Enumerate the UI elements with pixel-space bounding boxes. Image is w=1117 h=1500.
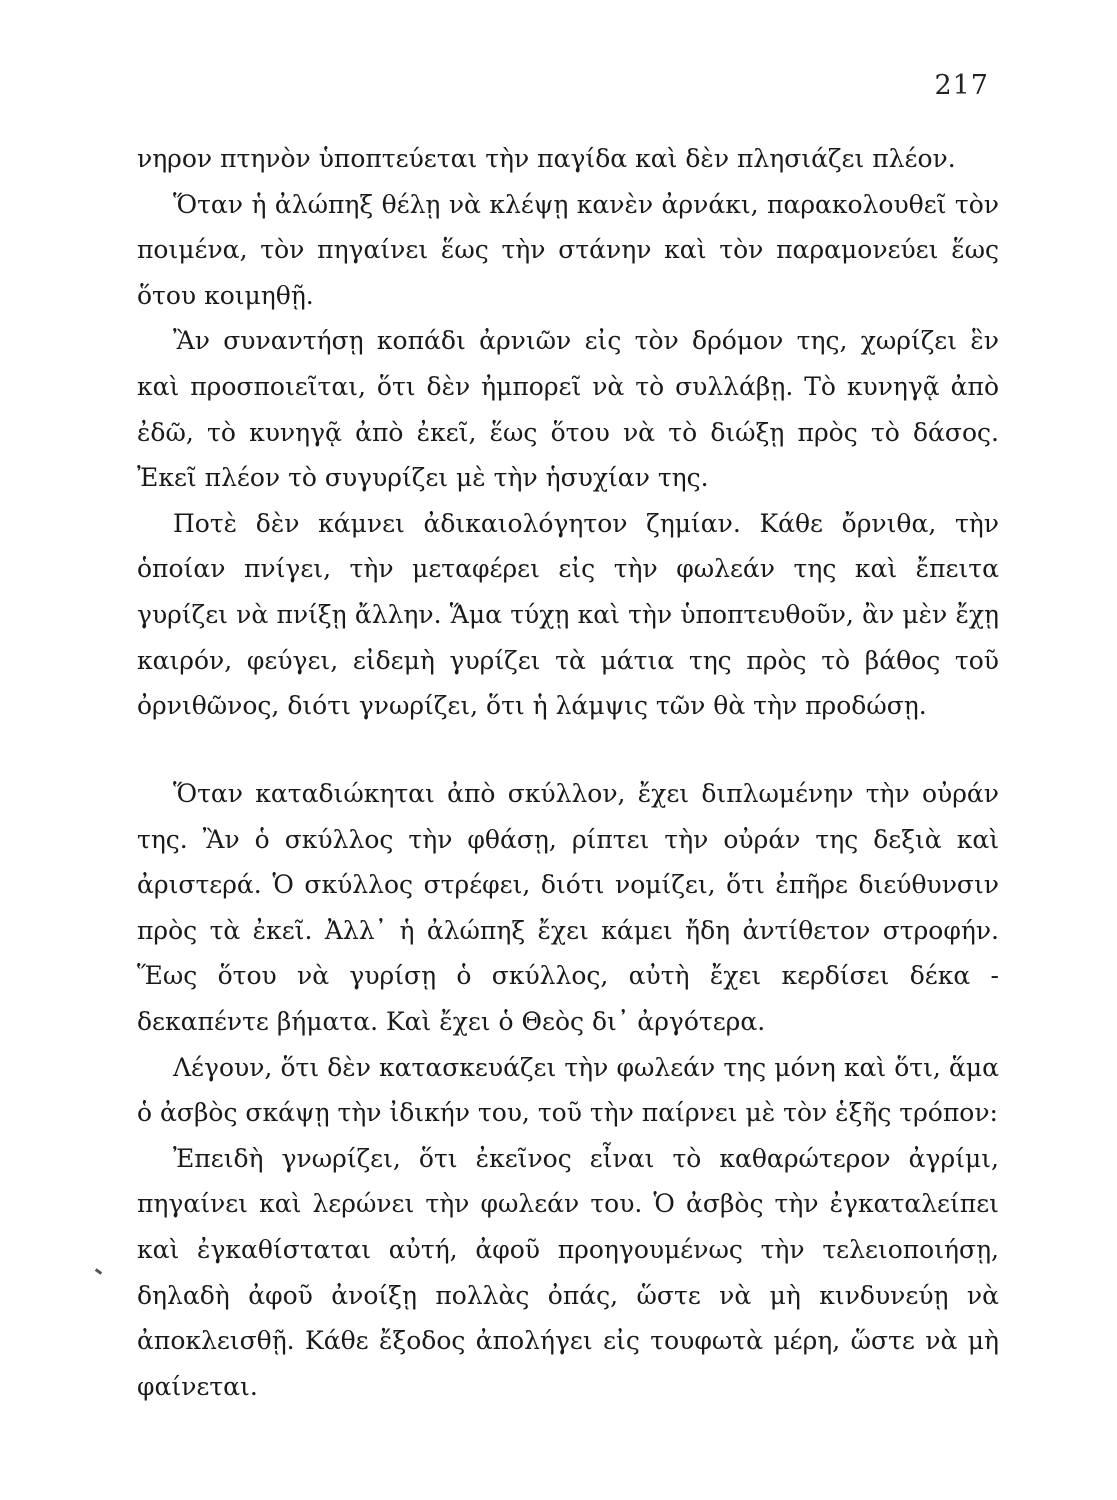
paragraph-fox-takes-den: Ἐπειδὴ γνωρίζει, ὅτι ἐκεῖνος εἶναι τὸ καθαρώτερον ἀγρίμι, πηγαίνει καὶ λερώνει τὴν φωλεάν του. Ὁ ἀσβὸς τὴν ἐγκαταλείπει καὶ ἐγκαθίσταται αὐτή, ἀφοῦ προηγουμένως τὴν τελειοποιήσῃ, δηλαδὴ ἀφοῦ ἀνοίξῃ πολλὰς ὀπάς, ὥστε νὰ μὴ κινδυνεύῃ νὰ ἀποκλεισθῇ. Κάθε ἔξοδος ἀπολήγει εἰς τουφωτὰ μέρη, ὥστε νὰ μὴ φαίνεται. bbox=[137, 1143, 999, 1401]
paragraph-fox-meets-flock: Ἂν συναντήσῃ κοπάδι ἀρνιῶν εἰς τὸν δρόμον της, χωρίζει ἓν καὶ προσποιεῖται, ὅτι δὲν ἠμπορεῖ νὰ τὸ συλλάβῃ. Τὸ κυνηγᾷ ἀπὸ ἐδῶ, τὸ κυνηγᾷ ἀπὸ ἐκεῖ, ἕως ὅτου νὰ τὸ διώξῃ πρὸς τὸ δάσος. Ἐκεῖ πλέον τὸ συγυρίζει μὲ τὴν ἡσυχίαν της. bbox=[137, 326, 999, 493]
paragraph-fox-chased-by-dog: Ὅταν καταδιώκηται ἀπὸ σκύλλον, ἔχει διπλωμένην τὴν οὐράν της. Ἂν ὁ σκύλλος τὴν φθάσῃ, ρίπτει τὴν οὐράν της δεξιὰ καὶ ἀριστερά. Ὁ σκύλλος στρέφει, διότι νομίζει, ὅτι ἐπῆρε διεύθυνσιν πρὸς τὰ ἐκεῖ. Ἀλλ᾿ ἡ ἀλώπηξ ἔχει κάμει ἤδη ἀντίθετον στροφήν. Ἕως ὅτου νὰ γυρίσῃ ὁ σκύλλος, αὐτὴ ἔχει κερδίσει δέκα - δεκαπέντε βήματα. Καὶ ἔχει ὁ Θεὸς δι᾿ ἀργότερα. bbox=[137, 779, 999, 1036]
text-section-one bbox=[137, 136, 999, 729]
text-section-two bbox=[137, 771, 999, 1409]
ink-speck bbox=[95, 1268, 102, 1274]
paragraph-fox-steals-lamb: Ὅταν ἡ ἀλώπηξ θέλῃ νὰ κλέψῃ κανὲν ἀρνάκι, παρακολουθεῖ τὸν ποιμένα, τὸν πηγαίνει ἕως τὴν στάνην καὶ τὸν παραμονεύει ἕως ὅτου κοιμηθῇ. bbox=[137, 189, 999, 310]
paragraph-fox-no-harm: Ποτὲ δὲν κάμνει ἀδικαιολόγητον ζημίαν. Κάθε ὄρνιθα, τὴν ὁποίαν πνίγει, τὴν μεταφέρει εἰς τὴν φωλεάν της καὶ ἔπειτα γυρίζει νὰ πνίξῃ ἄλλην. Ἅμα τύχῃ καὶ τὴν ὑποπτευθοῦν, ἂν μὲν ἔχῃ καιρόν, φεύγει, εἰδεμὴ γυρίζει τὰ μάτια της πρὸς τὸ βάθος τοῦ ὀρνιθῶνος, διότι γνωρίζει, ὅτι ἡ λάμψις τῶν θὰ τὴν προδώσῃ. bbox=[137, 508, 999, 721]
paragraph-fox-den-badger: Λέγουν, ὅτι δὲν κατασκευάζει τὴν φωλεάν της μόνη καὶ ὅτι, ἅμα ὁ ἀσβὸς σκάψῃ τὴν ἰδικήν του, τοῦ τὴν παίρνει μὲ τὸν ἑξῆς τρόπον: bbox=[137, 1052, 999, 1128]
paragraph-continuation: νηρον πτηνὸν ὑποπτεύεται τὴν παγίδα καὶ δὲν πλησιάζει πλέον. bbox=[137, 144, 956, 173]
page-number: 217 bbox=[934, 70, 989, 101]
